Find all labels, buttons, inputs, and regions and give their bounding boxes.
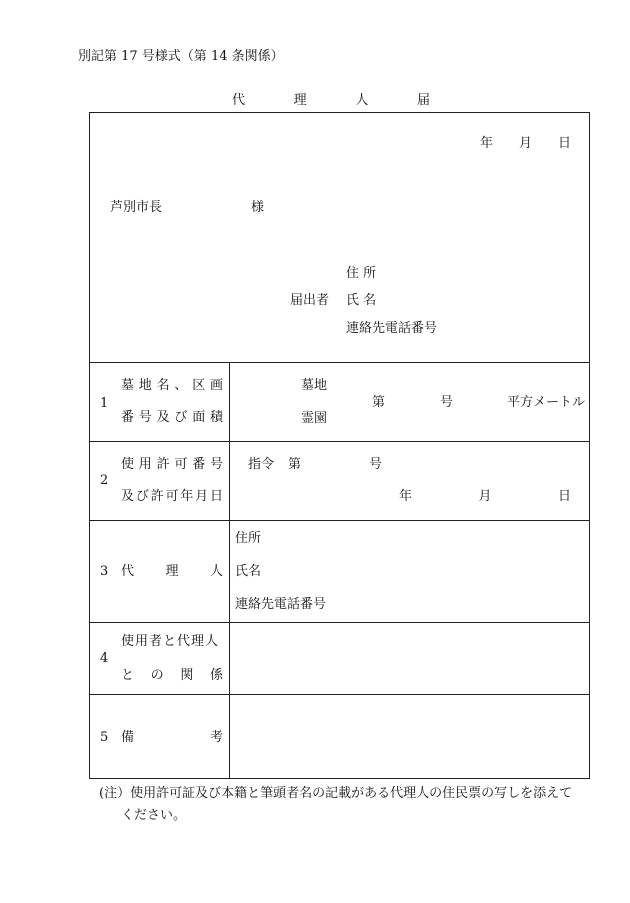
- area-unit: 平方メートル: [507, 395, 586, 410]
- agent-address-label: 住所: [235, 531, 262, 546]
- label-char: び: [135, 489, 149, 504]
- label-char: 考: [209, 730, 223, 745]
- label-char: び: [174, 410, 188, 425]
- title-char: 人: [355, 93, 369, 108]
- label-char: 年: [180, 489, 194, 504]
- label-char: 許: [150, 489, 164, 504]
- label-char: 備: [121, 730, 135, 745]
- label-char: と: [121, 668, 135, 683]
- title-char: 代: [232, 93, 246, 108]
- row-number: 5: [100, 730, 109, 745]
- row4-label-line2: [121, 669, 223, 682]
- label-char: 面: [192, 410, 206, 425]
- row-divider: [90, 694, 589, 695]
- row5-label: [121, 731, 223, 744]
- row4-label-line1: 使用者と代理人: [121, 634, 220, 649]
- label-char: 、: [174, 378, 188, 393]
- year-label: 年: [399, 489, 413, 504]
- agent-name-label: 氏名: [235, 564, 262, 579]
- row2-label-line1: [121, 458, 223, 471]
- row-divider: [90, 362, 589, 363]
- cemetery-label: 墓地: [301, 378, 328, 393]
- label-char: 番: [121, 410, 135, 425]
- label-char: 代: [121, 564, 135, 579]
- row-number: 1: [100, 396, 109, 411]
- directive-label: 指令: [248, 457, 275, 472]
- lot-prefix: 第: [372, 395, 386, 410]
- label-char: 使: [121, 457, 135, 472]
- label-char: 月: [195, 489, 209, 504]
- label-char: 地: [138, 378, 152, 393]
- permit-date: [399, 490, 571, 503]
- row-divider: [90, 622, 589, 623]
- footnote-line2: ください。: [121, 808, 187, 823]
- label-char: 番: [192, 457, 206, 472]
- permit-no-suffix: 号: [369, 457, 383, 472]
- row-divider: [90, 441, 589, 442]
- label-char: 積: [209, 410, 223, 425]
- label-char: 区: [192, 378, 206, 393]
- label-char: 号: [138, 410, 152, 425]
- lot-suffix: 号: [440, 395, 454, 410]
- permit-no-prefix: 第: [288, 457, 302, 472]
- month-label: 月: [478, 489, 492, 504]
- applicant-address-label: 住 所: [346, 266, 377, 281]
- row-divider: [90, 520, 589, 521]
- label-char: 画: [209, 378, 223, 393]
- label-char: 墓: [121, 378, 135, 393]
- label-char: 関: [180, 668, 194, 683]
- year-label: 年: [480, 136, 494, 151]
- label-char: 日: [209, 489, 223, 504]
- label-char: の: [150, 668, 164, 683]
- column-divider: [229, 362, 230, 778]
- addressee: 芦別市長: [110, 200, 163, 215]
- honorific: 様: [251, 200, 265, 215]
- applicant-phone-label: 連絡先電話番号: [346, 321, 438, 336]
- row3-label: [121, 565, 223, 578]
- footnote: [99, 783, 589, 827]
- footnote-line1: (注）使用許可証及び本籍と筆頭者名の記載がある代理人の住民票の写しを添えて: [99, 786, 573, 801]
- label-char: 可: [174, 457, 188, 472]
- applicant-label: 届出者: [290, 293, 330, 308]
- form-title: [232, 94, 430, 107]
- row-number: 4: [100, 651, 109, 666]
- submission-date: [480, 137, 571, 150]
- label-char: 人: [209, 564, 223, 579]
- title-char: 理: [293, 93, 307, 108]
- row1-label-line1: [121, 379, 223, 392]
- applicant-name-label: 氏 名: [346, 293, 377, 308]
- label-char: 係: [209, 668, 223, 683]
- ossuary-label: 霊園: [301, 411, 328, 426]
- row-number: 2: [100, 473, 109, 488]
- agent-phone-label: 連絡先電話番号: [235, 597, 327, 612]
- label-char: 許: [156, 457, 170, 472]
- title-char: 届: [416, 93, 430, 108]
- form-reference: 別記第 17 号様式（第 14 条関係）: [78, 49, 284, 64]
- label-char: 用: [138, 457, 152, 472]
- row1-label-line2: [121, 411, 223, 424]
- row-number: 3: [100, 564, 109, 579]
- day-label: 日: [557, 489, 571, 504]
- day-label: 日: [557, 136, 571, 151]
- month-label: 月: [518, 136, 532, 151]
- row2-label-line2: [121, 490, 223, 503]
- form-sheet: [89, 112, 590, 779]
- label-char: 号: [209, 457, 223, 472]
- label-char: 及: [156, 410, 170, 425]
- label-char: 可: [165, 489, 179, 504]
- label-char: 理: [165, 564, 179, 579]
- label-char: 名: [156, 378, 170, 393]
- label-char: 及: [121, 489, 135, 504]
